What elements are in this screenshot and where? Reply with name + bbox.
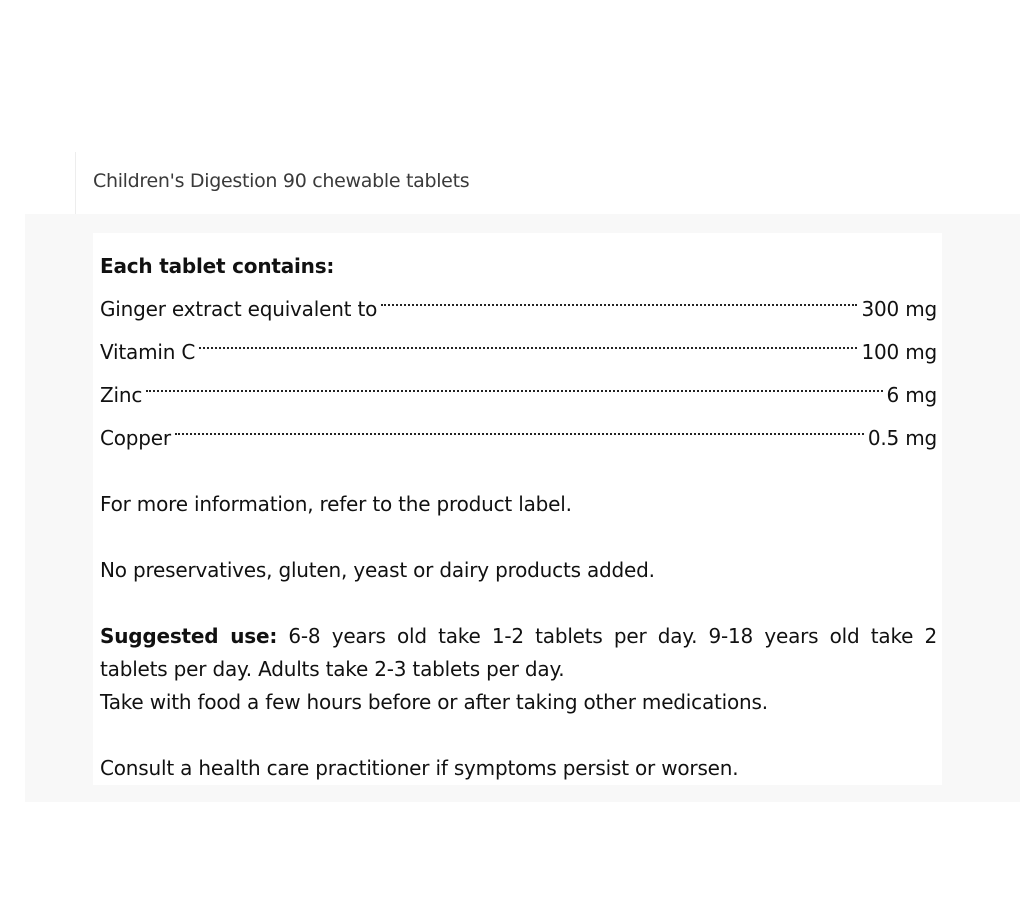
ingredients-heading: Each tablet contains:	[100, 254, 335, 278]
ingredient-amount: 0.5 mg	[867, 426, 937, 450]
suggested-use-text	[100, 620, 937, 686]
suggested-use-body: 6-8 years old take 1-2 tablets per day. 9-18 years old take 2 tablets per day. Adults take 2-3 tablets per day.	[100, 624, 937, 681]
food-note-text: Take with food a few hours before or after taking other medications.	[100, 690, 768, 714]
dot-leader	[381, 283, 857, 316]
dot-leader	[199, 326, 857, 359]
ingredient-row	[100, 369, 937, 412]
ingredient-name: Copper	[100, 426, 171, 450]
no-additives-text: No preservatives, gluten, yeast or dairy products added.	[100, 558, 655, 582]
consult-text: Consult a health care practitioner if symptoms persist or worsen.	[100, 756, 739, 780]
description-content	[100, 250, 937, 785]
more-info-text: For more information, refer to the product label.	[100, 492, 572, 516]
ingredient-name: Ginger extract equivalent to	[100, 297, 378, 321]
ingredient-amount: 100 mg	[861, 340, 937, 364]
ingredient-name: Vitamin C	[100, 340, 196, 364]
ingredient-row	[100, 412, 937, 455]
ingredient-row	[100, 283, 937, 326]
ingredient-amount: 300 mg	[861, 297, 937, 321]
ingredient-amount: 6 mg	[886, 383, 937, 407]
dot-leader	[146, 369, 882, 402]
product-title: Children's Digestion 90 chewable tablets	[93, 170, 470, 192]
ingredient-row	[100, 326, 937, 369]
dot-leader	[175, 412, 864, 445]
ingredient-name: Zinc	[100, 383, 143, 407]
suggested-use-label: Suggested use:	[100, 624, 278, 648]
description-card	[93, 233, 942, 785]
